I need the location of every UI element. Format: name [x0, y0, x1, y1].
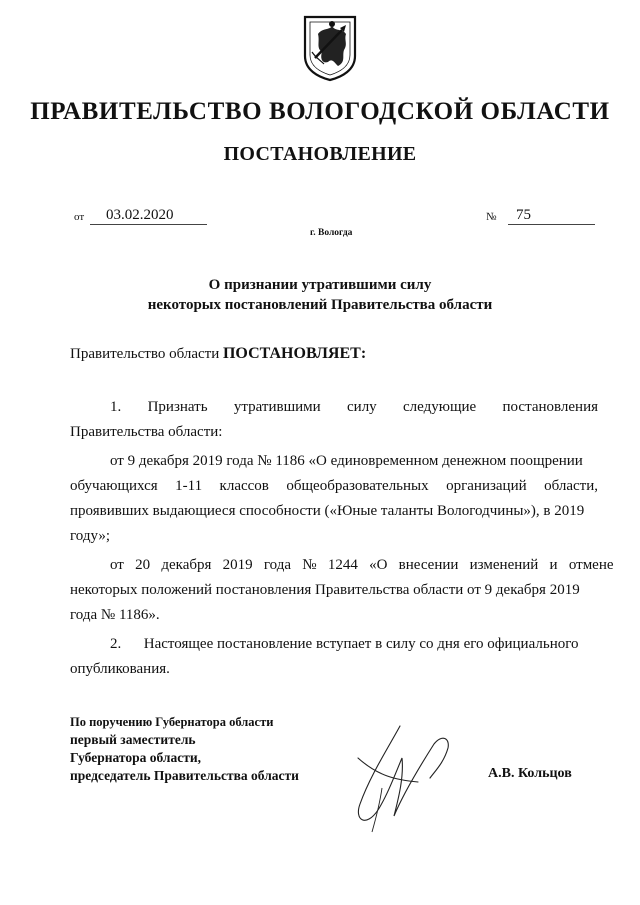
signature-line-4: председатель Правительства области	[70, 768, 299, 783]
signature-line-2: первый заместитель	[70, 732, 196, 747]
document-type: ПОСТАНОВЛЕНИЕ	[223, 143, 417, 165]
subitem-2-line-1: от 20 декабря 2019 года № 1244 «О внесении изменений и отмене	[110, 557, 614, 573]
city-label: г. Вологда	[310, 228, 353, 238]
subitem-2-line-3: года № 1186».	[70, 607, 160, 623]
number-underline	[508, 224, 595, 225]
item-2-line-1: 2. Настоящее постановление вступает в силу со дня его официального	[110, 636, 579, 652]
signature-block-title	[70, 713, 299, 785]
intro-paragraph	[70, 341, 366, 367]
signature-line-3: Губернатора области,	[70, 750, 201, 765]
document-title	[0, 275, 640, 315]
subitem-1-line-4: году»;	[70, 528, 111, 544]
handwritten-signature	[338, 718, 488, 836]
item-1-line-1: 1. Признать утратившими силу следующие постановления	[110, 399, 598, 415]
document-number: 75	[516, 207, 531, 223]
date-prefix: от	[74, 211, 85, 223]
intro-text: Правительство области	[70, 346, 220, 362]
date-underline	[90, 224, 207, 225]
title-line-1: О признании утратившими силу	[208, 277, 432, 293]
item-2-line-2: опубликования.	[70, 661, 170, 677]
subitem-1-line-1: от 9 декабря 2019 года № 1186 «О единовременном денежном поощрении	[110, 453, 583, 469]
intro-decree-word: ПОСТАНОВЛЯЕТ:	[222, 345, 367, 362]
title-line-2: некоторых постановлений Правительства области	[147, 297, 493, 313]
document-date: 03.02.2020	[106, 207, 174, 223]
number-prefix: №	[486, 211, 497, 223]
item-1-line-2: Правительства области:	[70, 424, 223, 440]
signer-name: А.В. Кольцов	[488, 766, 572, 781]
coat-of-arms-emblem	[302, 14, 358, 82]
government-title: ПРАВИТЕЛЬСТВО ВОЛОГОДСКОЙ ОБЛАСТИ	[30, 98, 610, 125]
subitem-1-line-3: проявивших выдающиеся способности («Юные таланты Вологодчины»), в 2019	[70, 503, 585, 519]
signature-line-1: По поручению Губернатора области	[70, 715, 274, 729]
subitem-2-line-2: некоторых положений постановления Правительства области от 9 декабря 2019	[70, 582, 580, 598]
subitem-1-line-2: обучающихся 1-11 классов общеобразовательных организаций области,	[70, 478, 598, 494]
